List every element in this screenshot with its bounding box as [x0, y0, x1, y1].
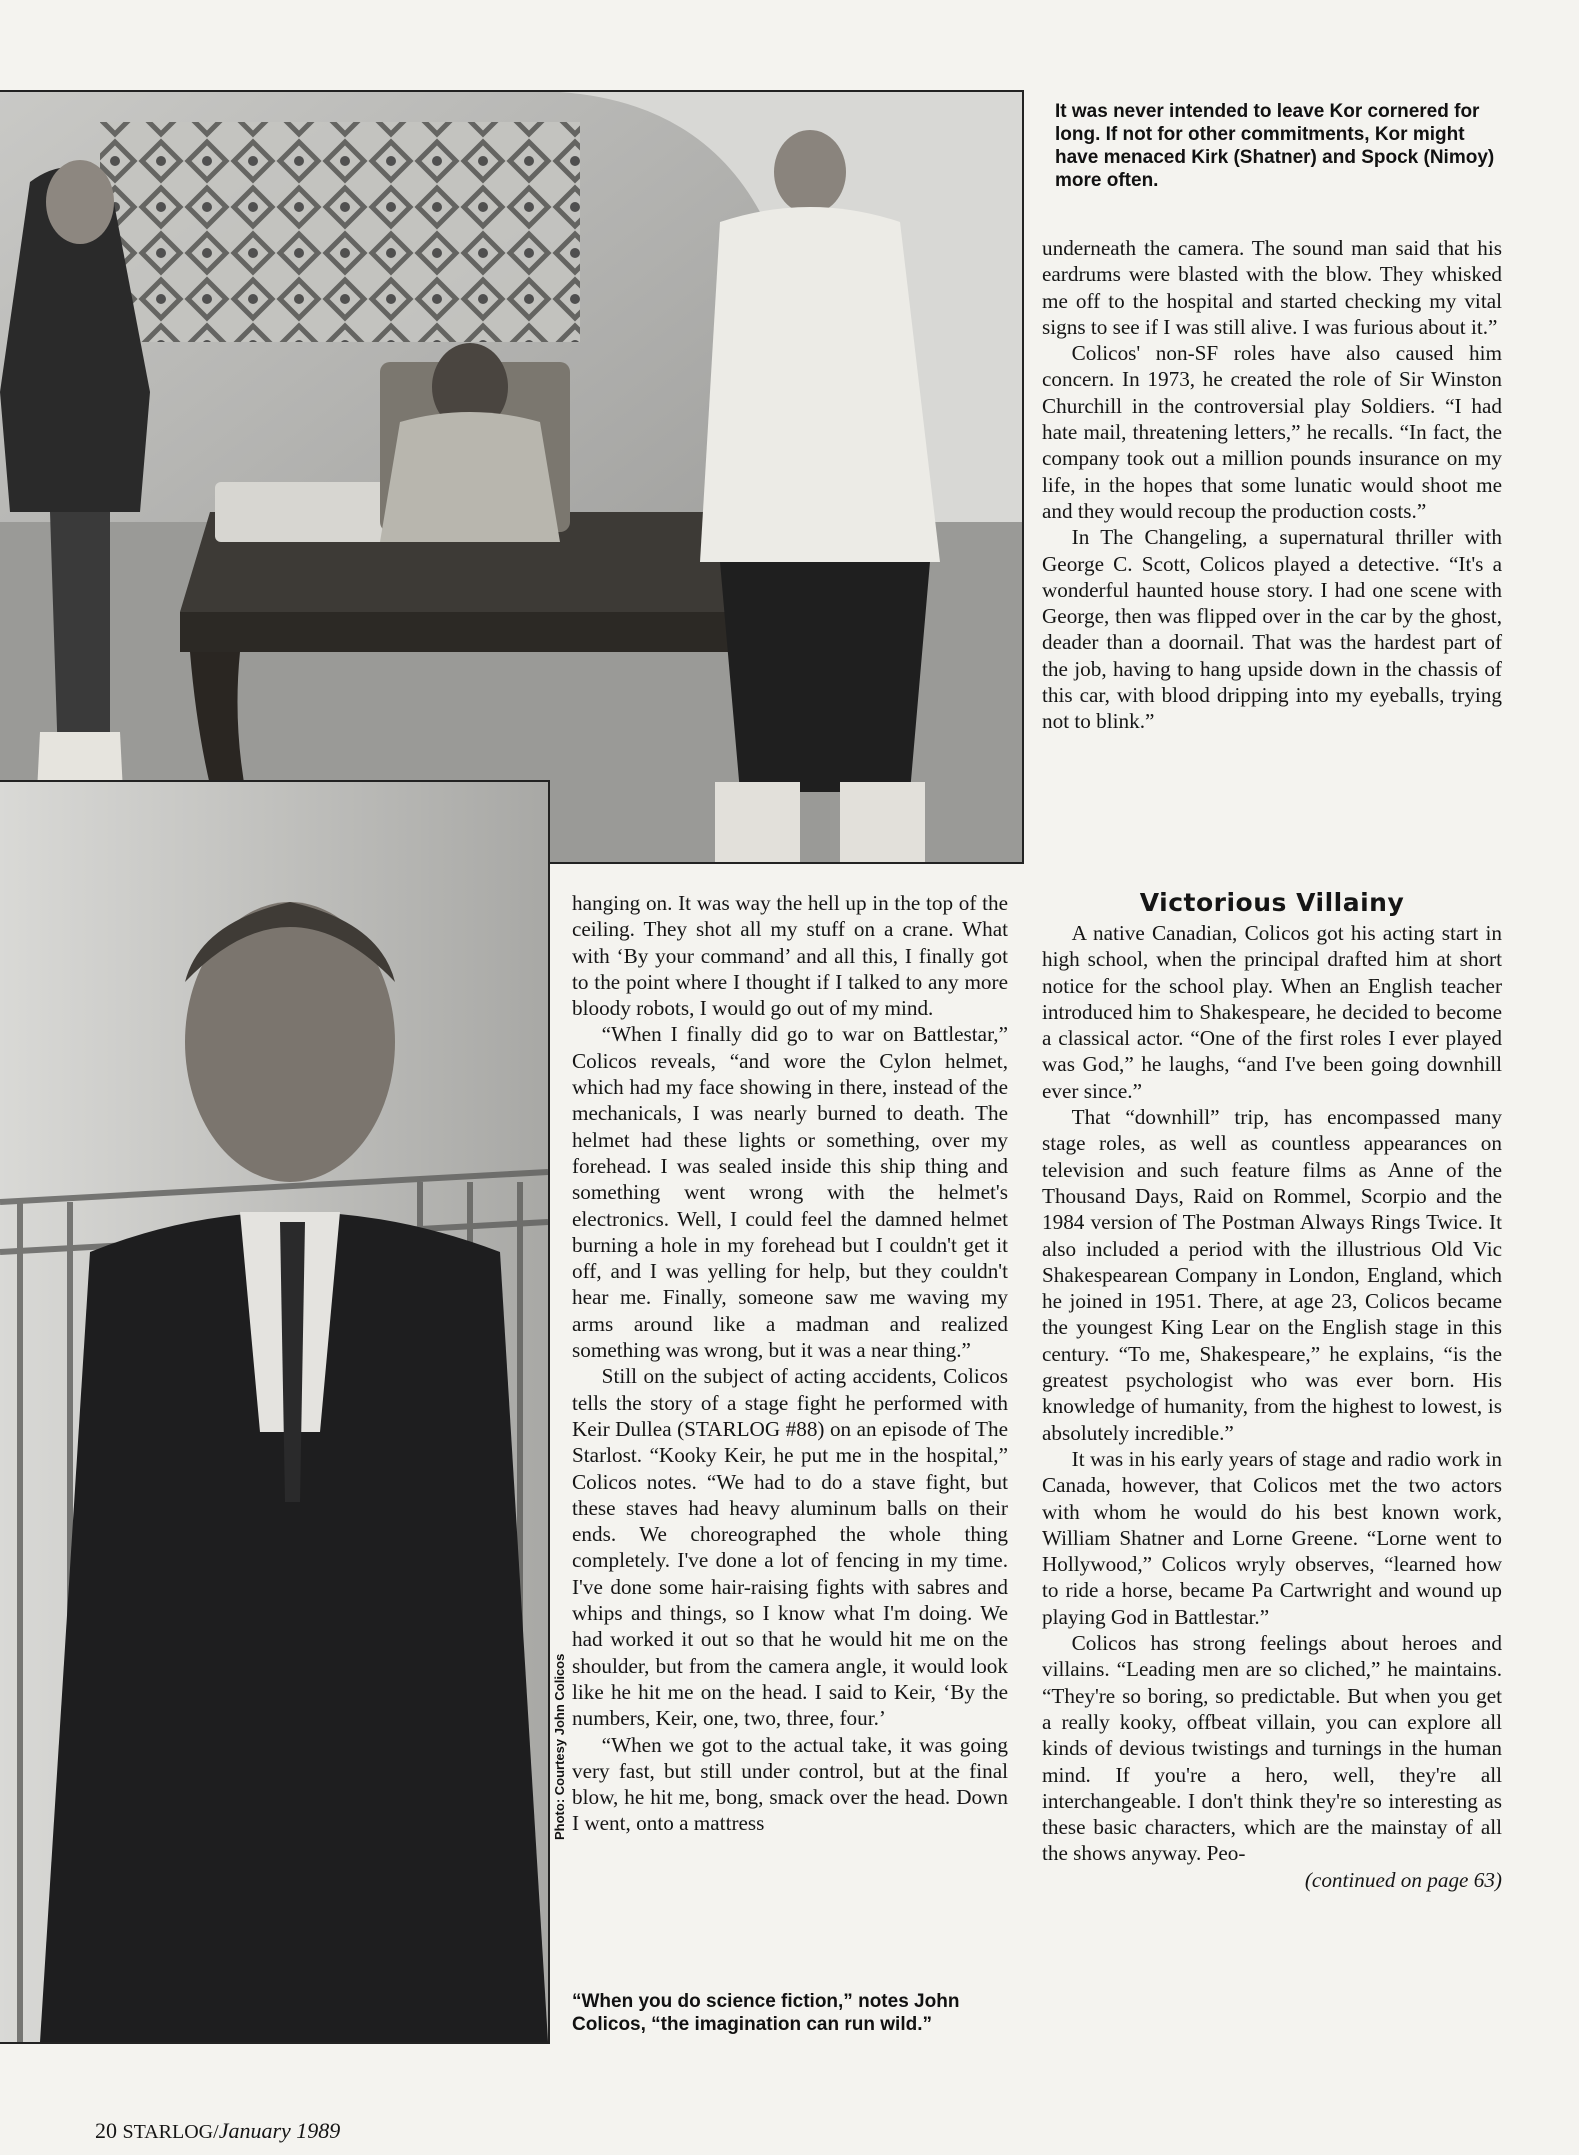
magazine-name: STARLOG/ — [122, 2121, 219, 2143]
article-column-right-bottom — [1042, 920, 1502, 1893]
page-footer — [95, 2118, 340, 2144]
paragraph: hanging on. It was way the hell up in the top of the ceiling. They shot all my stuff on a crane. What with ‘By your command’ and all this, I finally got to the point where I thought if I talked to any more bloody robots, I would go out of my mind. — [572, 891, 1008, 1021]
issue-date: January 1989 — [218, 2118, 341, 2143]
photo-credit: Photo: Courtesy John Colicos — [552, 1653, 567, 1840]
portrait-caption: “When you do science fiction,” notes John Colicos, “the imagination can run wild.” — [572, 1991, 960, 2035]
page-number: 20 — [95, 2118, 117, 2143]
paragraph: Still on the subject of acting accidents, Colicos tells the story of a stage fight he performed with Keir Dullea (STARLOG #88) on an episode of The Starlost. “Kooky Keir, he put me in the hospital,” Colicos notes. “We had to do a stave fight, but these staves had heavy aluminum balls on their ends. We choreographed the whole thing completely. I've done a lot of fencing in my time. I've done some hair-raising fights with sabres and whips and things, so I know what I'm doing. We had worked it out so that he would hit me on the shoulder, but from the camera angle, it would look like he hit me on the head. I said to Keir, ‘By the numbers, Keir, one, two, three, four.’ — [572, 1364, 1008, 1731]
paragraph: “When I finally did go to war on Battlestar,” Colicos reveals, “and wore the Cylon helmet, which had my face showing in there, instead of the mechanicals, I was nearly burned to death. The helmet had these lights or something, over my forehead. I was sealed inside this ship thing and something went wrong with the helmet's electronics. Well, I could feel the damned helmet burning a hole in my forehead but I couldn't get it off, and I was yelling for help, but they couldn't hear me. Finally, someone saw me waving my arms around like a madman and realized something was wrong, but it was a near thing.” — [572, 1022, 1008, 1363]
article-column-right-top — [1042, 235, 1502, 735]
article-column-left — [572, 890, 1008, 1837]
paragraph: That “downhill” trip, has encompassed many stage roles, as well as countless appearances on television and such feature films as Anne of the Thousand Days, Raid on Rommel, Scorpio and the 1984 version of The Postman Always Rings Twice. It also included a period with the illustrious Old Vic Shakespearean Company in London, England, which he joined in 1951. There, at age 23, Colicos became the youngest King Lear on the English stage in this century. “To me, Shakespeare,” he explains, “is the greatest psychologist who was ever born. His knowledge of humanity, from the highest to lowest, is absolutely incredible.” — [1042, 1105, 1502, 1445]
paragraph: Colicos has strong feelings about heroes and villains. “Leading men are so cliched,” he maintains. “They're so boring, so predictable. But when you get a really kooky, offbeat villain, you can explore all kinds of devious twistings and turnings in the human mind. If you're a hero, well, they're all interchangeable. I don't think they're so interesting as these basic characters, which are the mainstay of all the shows anyway. Peo- — [1042, 1631, 1502, 1866]
portrait-photo — [0, 780, 550, 2044]
paragraph: It was in his early years of stage and radio work in Canada, however, that Colicos met the two actors with whom he would do his best known work, William Shatner and Lorne Greene. “Lorne went to Hollywood,” Colicos wryly observes, “learned how to ride a horse, became Pa Cartwright and wound up playing God in Battlestar.” — [1042, 1446, 1502, 1629]
section-subhead: Victorious Villainy — [1139, 888, 1405, 917]
scene-photo — [0, 90, 1024, 864]
paragraph: “When we got to the actual take, it was going very fast, but still under control, but at the final blow, he hit me, bong, smack over the head. Down I went, onto a mattress — [572, 1732, 1008, 1836]
paragraph: In The Changeling, a supernatural thriller with George C. Scott, Colicos played a detective. “It's a wonderful haunted house story. I had one scene with George, then was flipped over in the car by the ghost, deader than a doornail. That was the hardest part of the job, having to hang upside down in the chassis of this car, with blood dripping into my eyeballs, trying not to blink.” — [1042, 525, 1502, 734]
paragraph: underneath the camera. The sound man said that his eardrums were blasted with the blow. They whisked me off to the hospital and started checking my vital signs to see if I was still alive. I was furious about it.” — [1042, 236, 1502, 339]
paragraph: A native Canadian, Colicos got his acting start in high school, when the principal drafted him at short notice for the school play. When an English teacher introduced him to Shakespeare, he decided to become a classical actor. “One of the first roles I ever played was God,” he laughs, “and I've been going downhill ever since.” — [1042, 921, 1502, 1103]
continued-note: (continued on page 63) — [1304, 1867, 1502, 1892]
paragraph: Colicos' non-SF roles have also caused him concern. In 1973, he created the role of Sir Winston Churchill in the controversial play Soldiers. “I had hate mail, threatening letters,” he recalls. “In fact, the company took out a million pounds insurance on my life, in the hopes that some lunatic would shoot me and they would recoup the production costs.” — [1042, 341, 1502, 523]
top-photo-caption: It was never intended to leave Kor cornered for long. If not for other commitments, Kor might have menaced Kirk (Shatner) and Spock (Nimoy) more often. — [1055, 101, 1495, 191]
